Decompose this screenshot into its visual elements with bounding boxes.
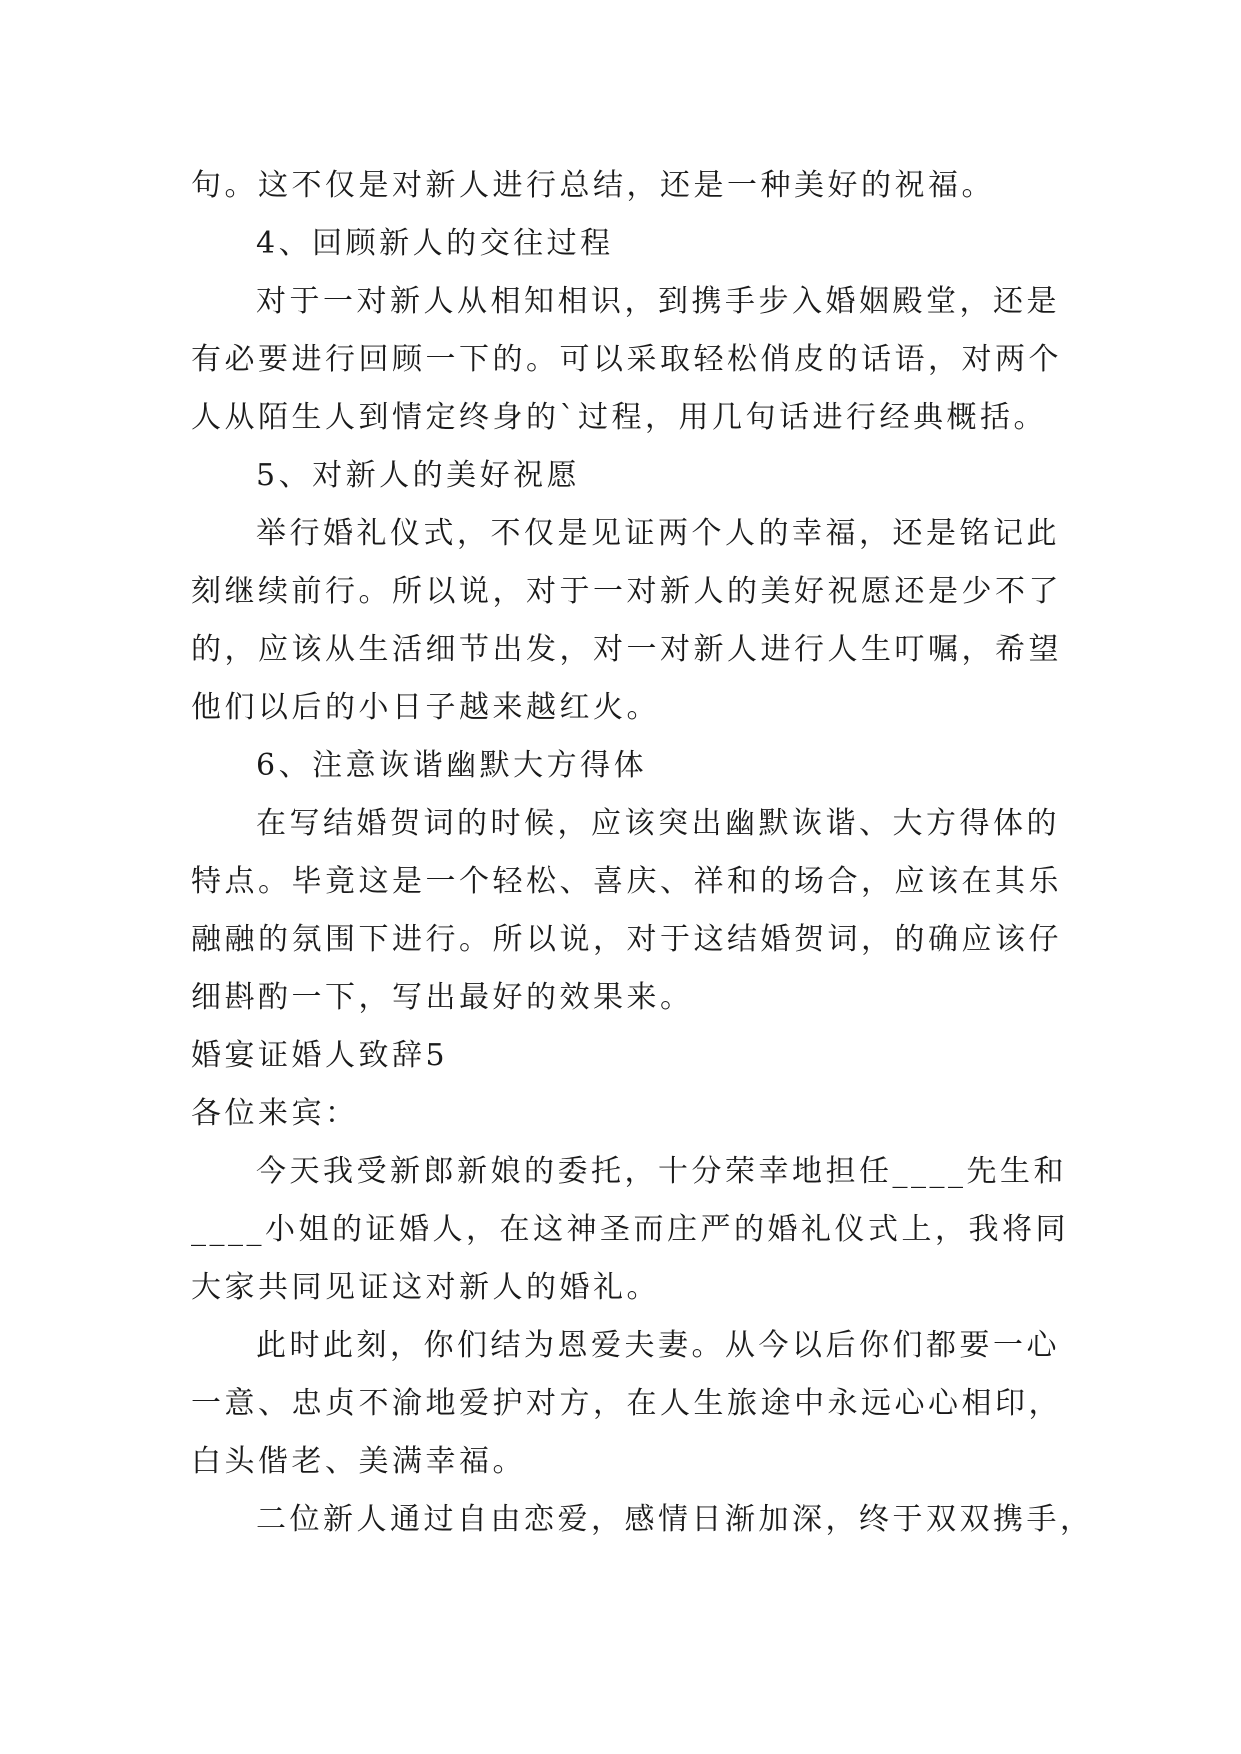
text-line: 融融的氛围下进行。所以说，对于这结婚贺词，的确应该仔 (191, 922, 1062, 957)
text-line: 人从陌生人到情定终身的`过程，用几句话进行经典概括。 (191, 400, 1047, 435)
text-line: ____小姐的证婚人，在这神圣而庄严的婚礼仪式上，我将同 (191, 1212, 1069, 1247)
text-line: 今天我受新郎新娘的委托，十分荣幸地担任____先生和 (256, 1154, 1067, 1189)
text-line: 举行婚礼仪式，不仅是见证两个人的幸福，还是铭记此 (256, 516, 1060, 551)
text-line: 大家共同见证这对新人的婚礼。 (191, 1270, 660, 1305)
text-line: 有必要进行回顾一下的。可以采取轻松俏皮的话语，对两个 (191, 342, 1062, 377)
salutation: 各位来宾： (191, 1096, 359, 1131)
text-line: 二位新人通过自由恋爱，感情日渐加深，终于双双携手， (256, 1502, 1094, 1537)
text-line: 细斟酌一下，写出最好的效果来。 (191, 980, 694, 1015)
text-line: 刻继续前行。所以说，对于一对新人的美好祝愿还是少不了 (191, 574, 1062, 609)
text-line: 对于一对新人从相知相识，到携手步入婚姻殿堂，还是 (256, 284, 1060, 319)
text-line: 此时此刻，你们结为恩爱夫妻。从今以后你们都要一心 (256, 1328, 1060, 1363)
text-line: 特点。毕竟这是一个轻松、喜庆、祥和的场合，应该在其乐 (191, 864, 1062, 899)
section-heading: 4、回顾新人的交往过程 (256, 226, 614, 261)
text-line: 的，应该从生活细节出发，对一对新人进行人生叮嘱，希望 (191, 632, 1062, 667)
section-heading: 6、注意诙谐幽默大方得体 (256, 748, 648, 783)
section-heading: 5、对新人的美好祝愿 (256, 458, 581, 493)
text-line: 一意、忠贞不渝地爱护对方，在人生旅途中永远心心相印， (191, 1386, 1062, 1421)
text-line: 他们以后的小日子越来越红火。 (191, 690, 660, 725)
text-line: 句。这不仅是对新人进行总结，还是一种美好的祝福。 (191, 168, 995, 203)
text-line: 在写结婚贺词的时候，应该突出幽默诙谐、大方得体的 (256, 806, 1060, 841)
text-line: 白头偕老、美满幸福。 (191, 1444, 526, 1479)
section-title: 婚宴证婚人致辞5 (191, 1038, 449, 1073)
